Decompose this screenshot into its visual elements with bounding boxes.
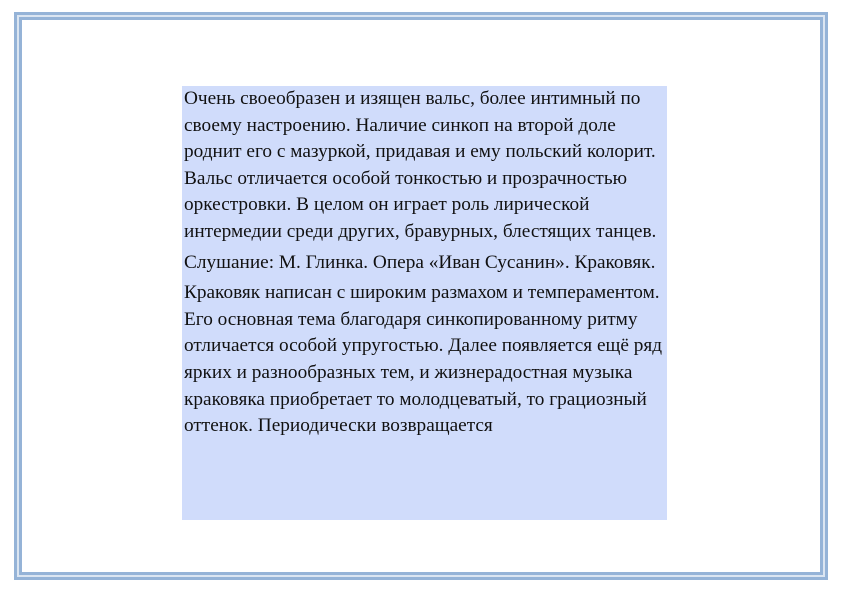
paragraph-listening: Слушание: М. Глинка. Опера «Иван Сусанин». Краковяк. — [184, 251, 656, 273]
text-box — [182, 86, 667, 520]
paragraph-krakowiak: Краковяк написан с широким размахом и темпераментом. Его основная тема благодаря синкопированному ритму отличается особой упругостью. Далее появляется ещё ряд ярких и разнообразных тем, и жизнерадостная музыка краковяка приобретает то молодцеватый, то грациозный оттенок. Периодически возвращается — [184, 282, 663, 437]
paragraph-waltz: Очень своеобразен и изящен вальс, более интимный по своему настроению. Наличие синкоп на второй доле роднит его с мазуркой, придавая и ему польский колорит. Вальс отличается особой тонкостью и прозрачностью оркестровки. В целом он играет роль лирической интермедии среди других, бравурных, блестящих танцев. — [184, 88, 657, 242]
